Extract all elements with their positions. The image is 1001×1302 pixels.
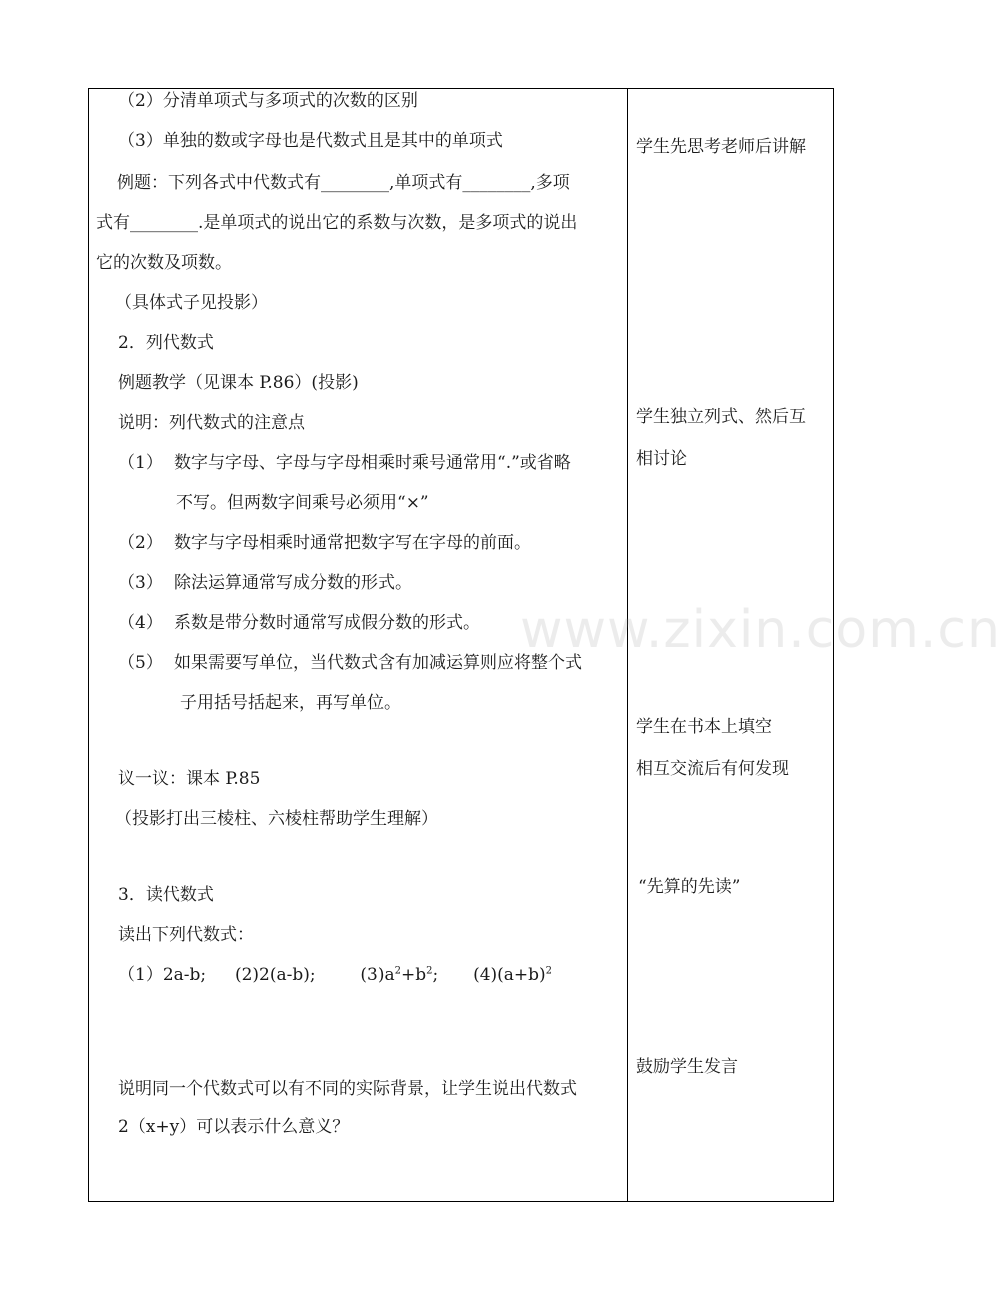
list-marker: （5） bbox=[118, 653, 163, 673]
list-marker: （3） bbox=[118, 573, 163, 593]
list-marker: （4） bbox=[118, 613, 163, 633]
teacher-note: 相互交流后有何发现 bbox=[636, 759, 789, 779]
watermark: www.zixin.com.cn bbox=[520, 600, 1001, 660]
teacher-note: 相讨论 bbox=[636, 449, 687, 469]
text-line: 说明：列代数式的注意点 bbox=[118, 413, 305, 433]
text-line: 它的次数及项数。 bbox=[96, 253, 232, 273]
text-line: 读出下列代数式： bbox=[118, 925, 254, 945]
text-line: 2（x+y）可以表示什么意义？ bbox=[118, 1117, 350, 1137]
text-line: 说明同一个代数式可以有不同的实际背景，让学生说出代数式 bbox=[118, 1079, 577, 1099]
list-marker: （1） bbox=[118, 453, 163, 473]
section-heading: 3．读代数式 bbox=[118, 885, 214, 905]
formula-4: $(4)(a+b)^2$ bbox=[473, 965, 553, 985]
list-marker: （2） bbox=[118, 533, 163, 553]
text-line: 例题：下列各式中代数式有________,单项式有________,多项 bbox=[117, 173, 570, 193]
teacher-note: 鼓励学生发言 bbox=[636, 1057, 738, 1077]
teacher-note: 学生先思考老师后讲解 bbox=[636, 137, 806, 157]
list-item: 如果需要写单位，当代数式含有加减运算则应将整个式 bbox=[174, 653, 582, 673]
text-line: （2）分清单项式与多项式的次数的区别 bbox=[118, 91, 418, 111]
list-item-continued: 子用括号括起来，再写单位。 bbox=[180, 693, 401, 713]
formula-3: $(3)a^2+b^2$; bbox=[360, 965, 439, 985]
formula-1: （1）2a-b; bbox=[118, 965, 207, 985]
teacher-note: 学生在书本上填空 bbox=[636, 717, 772, 737]
text-line: 式有________.是单项式的说出它的系数与次数，是多项式的说出 bbox=[96, 213, 578, 233]
list-item: 数字与字母、字母与字母相乘时乘号通常用“.”或省略 bbox=[174, 453, 571, 473]
text-line: （3）单独的数或字母也是代数式且是其中的单项式 bbox=[118, 131, 503, 151]
text-line: 例题教学（见课本 P.86）(投影) bbox=[118, 373, 359, 393]
section-heading: 2．列代数式 bbox=[118, 333, 214, 353]
list-item: 数字与字母相乘时通常把数字写在字母的前面。 bbox=[174, 533, 531, 553]
list-item: 除法运算通常写成分数的形式。 bbox=[174, 573, 412, 593]
text-line: （具体式子见投影） bbox=[115, 293, 268, 313]
list-item-continued: 不写。但两数字间乘号必须用“×” bbox=[176, 493, 429, 513]
teacher-note: “先算的先读” bbox=[638, 877, 741, 897]
formula-line bbox=[118, 964, 552, 986]
list-item: 系数是带分数时通常写成假分数的形式。 bbox=[174, 613, 480, 633]
formula-2: (2)2(a-b); bbox=[234, 965, 316, 985]
teacher-note: 学生独立列式、然后互 bbox=[636, 407, 806, 427]
text-line: 议一议：课本 P.85 bbox=[118, 769, 261, 789]
text-line: （投影打出三棱柱、六棱柱帮助学生理解） bbox=[115, 809, 438, 829]
